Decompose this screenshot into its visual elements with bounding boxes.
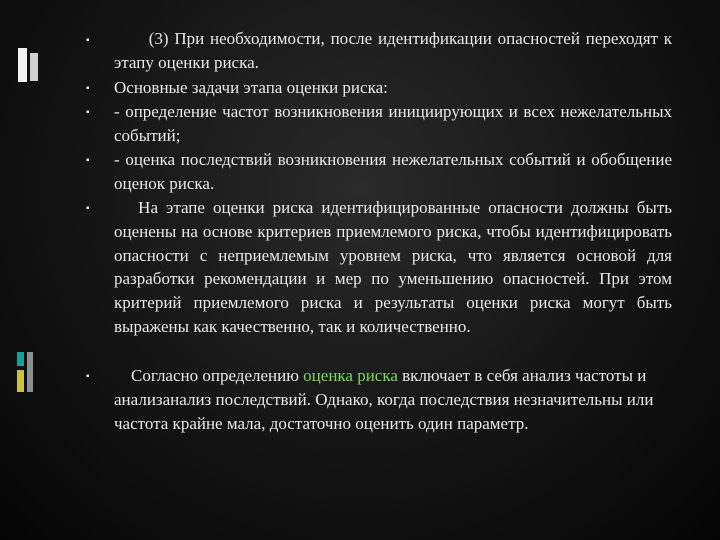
decor-teal-bar [17,352,24,366]
decor-gray-bar [27,352,33,392]
bullet-icon [86,156,95,165]
highlighted-term: оценка риска [303,366,398,385]
paragraph-text: - оценка последствий возникновения нежелательных событий и обобщение оценок риска. [114,150,672,193]
bullet-icon [86,36,95,45]
paragraph-text: (3) При необходимости, после идентификации опасностей переходят к этапу оценки риска. [114,29,677,72]
bullet-icon [86,372,95,381]
paragraph-text: - определение частот возникновения инициирующих и всех нежелательных событий; [114,102,672,145]
bullet-icon [86,84,95,93]
paragraph-text: На этапе оценки риска идентифицированные опасности должны быть оценены на основе критериев приемлемого риска, чтобы идентифицировать опасности с неприемлемым уровнем риска, что является основой для разработки рекомендации и мер по уменьшению опасностей. При этом критерий приемлемого риска и результаты оценки риска могут быть выражены как качественно, так и количественно. [114,198,677,336]
paragraph-suffix: включает в себя анализ частоты и анализанализ последствий. Однако, когда последствия незначительны или частота крайне мала, достаточно оценить один параметр. [114,366,658,433]
paragraph-prefix: Согласно определению [114,366,304,385]
decor-top-white-bar [18,48,27,82]
decor-yellow-bar [17,370,24,392]
bullet-icon [86,204,95,213]
bullet-icon [86,108,95,117]
paragraph-text [114,364,662,435]
decor-top-gray-bar [30,53,38,81]
paragraph-text: Основные задачи этапа оценки риска: [114,78,388,97]
